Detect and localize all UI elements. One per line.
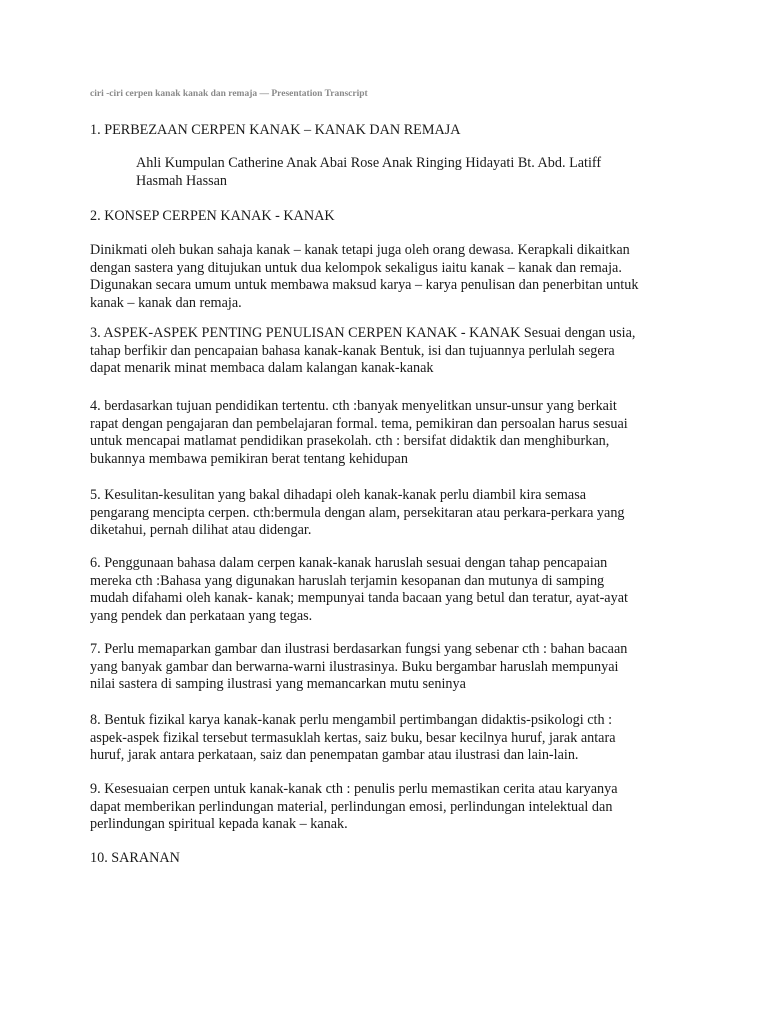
paragraph-line: tahap berfikir dan pencapaian bahasa kanak-kanak Bentuk, isi dan tujuannya perlulah segera: [90, 342, 615, 359]
paragraph-line: kanak – kanak dan remaja.: [90, 294, 242, 311]
paragraph-line: aspek-aspek fizikal tersebut termasuklah kertas, saiz buku, besar kecilnya huruf, jarak antara: [90, 729, 616, 746]
paragraph-line: 4. berdasarkan tujuan pendidikan tertentu. cth :banyak menyelitkan unsur-unsur yang berkait: [90, 398, 617, 414]
section-7-paragraph: [90, 641, 690, 694]
section-8-paragraph: [90, 712, 690, 765]
paragraph-line: yang pendek dan perkataan yang tegas.: [90, 607, 313, 624]
paragraph-line: 5. Kesulitan-kesulitan yang bakal dihadapi oleh kanak-kanak perlu diambil kira semasa: [90, 487, 587, 503]
paragraph-line: mereka cth :Bahasa yang digunakan haruslah terjamin kesopanan dan mutunya di samping: [90, 572, 605, 589]
paragraph-line: 3. ASPEK-ASPEK PENTING PENULISAN CERPEN KANAK - KANAK Sesuai dengan usia,: [90, 325, 636, 341]
paragraph-line: dapat memberikan perlindungan material, perlindungan emosi, perlindungan intelektual dan: [90, 798, 613, 815]
section-1-heading: 1. PERBEZAAN CERPEN KANAK – KANAK DAN REMAJA: [90, 122, 461, 138]
section-10-heading: 10. SARANAN: [90, 850, 180, 866]
paragraph-line: Dinikmati oleh bukan sahaja kanak – kanak tetapi juga oleh orang dewasa. Kerapkali dikaitkan: [90, 242, 630, 258]
section-2-paragraph: [90, 242, 690, 312]
authors-line: Hasmah Hassan: [136, 172, 228, 189]
paragraph-line: Digunakan secara umum untuk membawa maksud karya – karya penulisan dan penerbitan untuk: [90, 277, 639, 293]
paragraph-line: 8. Bentuk fizikal karya kanak-kanak perlu mengambil pertimbangan didaktis-psikologi cth :: [90, 712, 613, 728]
paragraph-line: 6. Penggunaan bahasa dalam cerpen kanak-kanak haruslah sesuai dengan tahap pencapaian: [90, 555, 608, 571]
paragraph-line: perlindungan spiritual kepada kanak – kanak.: [90, 816, 348, 832]
paragraph-line: bukannya membawa pemikiran berat tentang kehidupan: [90, 450, 408, 467]
paragraph-line: rapat dengan pengajaran dan pembelajaran formal. tema, pemikiran dan persoalan harus sesuai: [90, 415, 628, 432]
section-9-paragraph: [90, 781, 690, 834]
section-3-paragraph: [90, 325, 690, 378]
paragraph-line: yang banyak gambar dan berwarna-warni ilustrasinya. Buku bergambar haruslah mempunyai: [90, 658, 619, 675]
section-2-heading: 2. KONSEP CERPEN KANAK - KANAK: [90, 208, 335, 224]
paragraph-line: 9. Kesesuaian cerpen untuk kanak-kanak cth : penulis perlu memastikan cerita atau karyanya: [90, 781, 618, 797]
paragraph-line: dapat menarik minat membaca dalam kalangan kanak-kanak: [90, 360, 434, 376]
paragraph-line: nilai sastera di samping ilustrasi yang memancarkan mutu seninya: [90, 676, 466, 692]
paragraph-line: mudah difahami oleh kanak- kanak; mempunyai tanda bacaan yang betul dan teratur, ayat-ayat: [90, 590, 628, 606]
paragraph-line: dengan sastera yang ditujukan untuk dua kelompok sekaligus iaitu kanak – kanak dan remaja.: [90, 259, 622, 276]
transcript-title: ciri -ciri cerpen kanak kanak dan remaja — Presentation Transcript: [90, 89, 368, 99]
section-5-paragraph: [90, 487, 690, 540]
section-4-paragraph: [90, 398, 690, 468]
section-1-authors: [136, 155, 696, 190]
section-6-paragraph: [90, 555, 690, 625]
paragraph-line: untuk mencapai matlamat pendidikan prasekolah. cth : bersifat didaktik dan menghiburkan,: [90, 433, 610, 449]
paragraph-line: huruf, jarak antara perkataan, saiz dan penempatan gambar atau ilustrasi dan lain-lain.: [90, 747, 579, 763]
paragraph-line: pengarang mencipta cerpen. cth:bermula dengan alam, persekitaran atau perkara-perkara yang: [90, 504, 625, 521]
paragraph-line: 7. Perlu memaparkan gambar dan ilustrasi berdasarkan fungsi yang sebenar cth : bahan bacaan: [90, 641, 628, 657]
paragraph-line: diketahui, pernah dilihat atau didengar.: [90, 522, 312, 538]
authors-line: Ahli Kumpulan Catherine Anak Abai Rose Anak Ringing Hidayati Bt. Abd. Latiff: [136, 155, 602, 171]
